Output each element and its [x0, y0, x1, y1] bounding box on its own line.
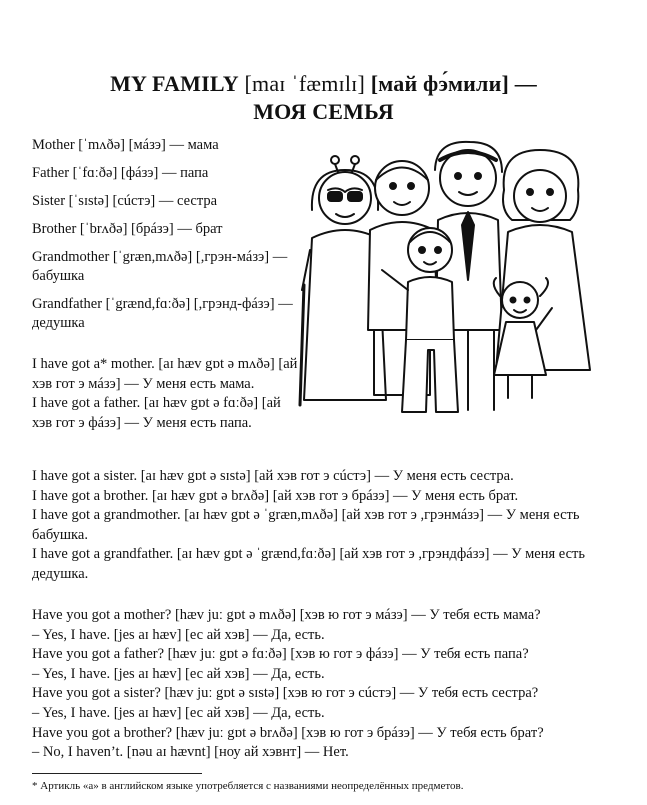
sentences-beside-picture [32, 355, 302, 433]
title-english: MY FAMILY [110, 71, 239, 96]
question-father: Have you got a father? [hæv juː gɒt ə fɑːðə] [хэв ю гот э фáзэ] — У тебя есть папа? [32, 646, 529, 663]
vocab-item-mother: Mother [ˈmʌðə] [мáзэ] — мама [32, 137, 219, 153]
question-brother: Have you got a brother? [hæv juː gɒt ə brʌðə] [хэв ю гот э брáзэ] — У тебя есть брат? [32, 724, 544, 741]
question-sister: Have you got a sister? [hæv juː gɒt ə sɪstə] [хэв ю гот э сúстэ] — У тебя есть сестра? [32, 685, 539, 702]
vocabulary-list [32, 136, 302, 342]
sentence-grandmother: I have got a grandmother. [aɪ hæv gɒt ə ˈgræn,mʌðə] [ай хэв гот э ,грэнмáзэ] — У меня есть бабушка. [32, 507, 580, 543]
answer-brother: – No, I haven’t. [nəu aɪ hævnt] [ноу ай хэвнт] — Нет. [32, 744, 349, 761]
sentence-sister: I have got a sister. [aɪ hæv gɒt ə sɪstə] [ай хэв гот э сúстэ] — У меня есть сестра. [32, 468, 514, 484]
page-title [0, 70, 647, 97]
vocab-item-father: Father [ˈfɑːðə] [фáзэ] — папа [32, 165, 209, 181]
sentences-full-width [32, 467, 607, 585]
vocab-item-grandfather: Grandfather [ˈgrænd,fɑːðə] [,грэнд-фáзэ] — дедушка [32, 296, 293, 331]
vocab-item-sister: Sister [ˈsɪstə] [сúстэ] — сестра [32, 193, 218, 209]
answer-mother: – Yes, I have. [jes aɪ hæv] [ес ай хэв] — Да, есть. [32, 626, 325, 643]
footnote: * Артикль «а» в английском языке употребляется с названиями неопределённых предметов. [32, 780, 464, 792]
answer-sister: – Yes, I have. [jes aɪ hæv] [ес ай хэв] — Да, есть. [32, 704, 325, 721]
family-illustration [290, 130, 610, 420]
title-russian-transcription: [май фэ́мили] — [370, 71, 537, 96]
answer-father: – Yes, I have. [jes aɪ hæv] [ес ай хэв] — Да, есть. [32, 665, 325, 682]
question-mother: Have you got a mother? [hæv juː gɒt ə mʌðə] [хэв ю гот э мáзэ] — У тебя есть мама? [32, 607, 541, 623]
vocab-item-brother: Brother [ˈbrʌðə] [брáзэ] — брат [32, 221, 223, 237]
page-subtitle: МОЯ СЕМЬЯ [253, 99, 394, 124]
sentence-mother: I have got a* mother. [aɪ hæv gɒt ə mʌðə] [ай хэв гот э мáзэ] — У меня есть мама. [32, 356, 298, 392]
sentence-brother: I have got a brother. [aɪ hæv gɒt ə brʌðə] [ай хэв гот э брáзэ] — У меня есть брат. [32, 487, 519, 504]
dialogue-block [32, 606, 607, 763]
vocab-item-grandmother: Grandmother [ˈgræn,mʌðə] [,грэн-мáзэ] — бабушка [32, 249, 288, 284]
footnote-divider [32, 773, 202, 774]
title-transcription: [maɪ ˈfæmɪlɪ] [238, 71, 371, 96]
sentence-grandfather: I have got a grandfather. [aɪ hæv gɒt ə ˈgrænd,fɑːðə] [ай хэв гот э ,грэндфáзэ] — У меня есть дедушка. [32, 546, 585, 582]
sentence-father: I have got a father. [aɪ hæv gɒt ə fɑːðə] [ай хэв гот э фáзэ] — У меня есть папа. [32, 395, 281, 431]
